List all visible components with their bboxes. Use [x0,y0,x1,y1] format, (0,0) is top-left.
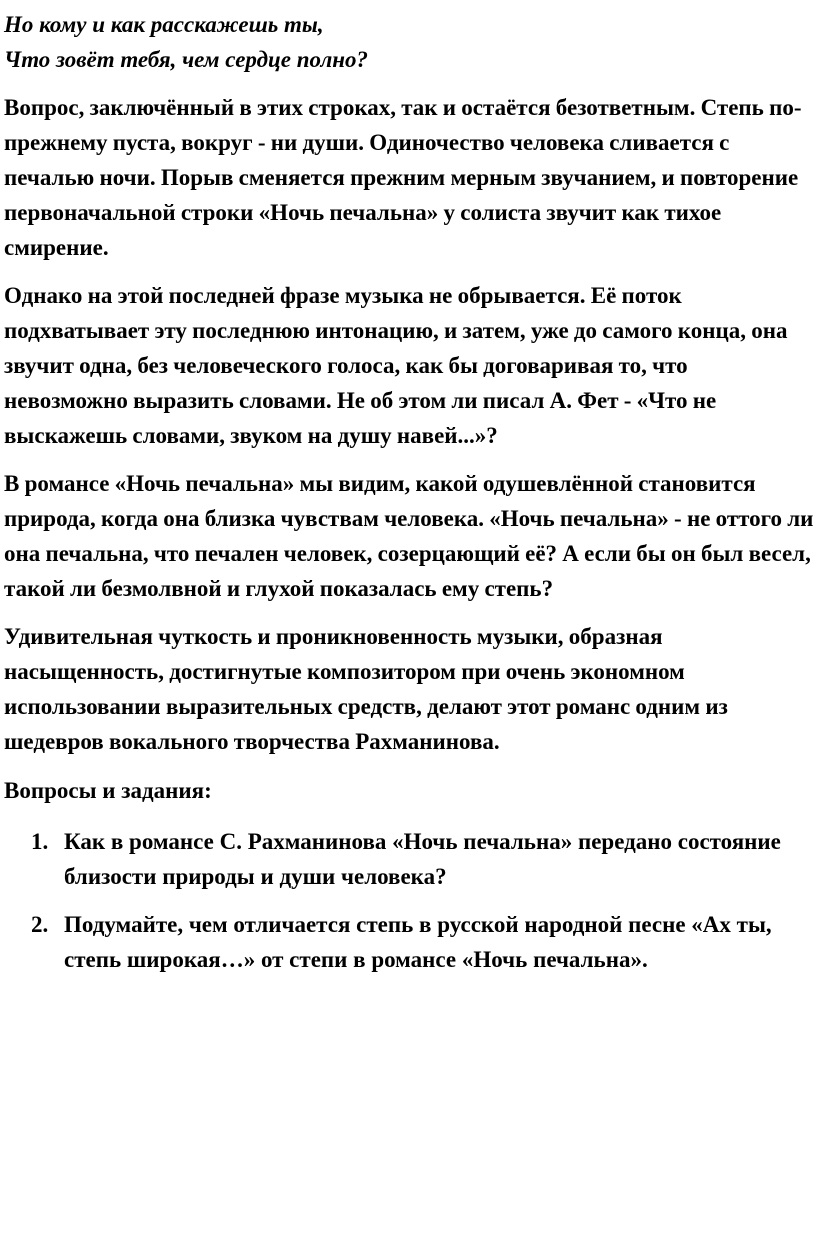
paragraph-2: Однако на этой последней фразе музыка не обрывается. Её поток подхватывает эту последнюю интонацию, и затем, уже до самого конца, она звучит одна, без человеческого голоса, как бы договаривая то, что невозможно выразить словами. Не об этом ли писал А. Фет - «Что не выскажешь словами, звуком на душу навей...»? [4,283,788,448]
verse-line-1: Но кому и как расскажешь ты, [4,12,324,37]
paragraph-3: В романсе «Ночь печальна» мы видим, какой одушевлённой становится природа, когда она близка чувствам человека. «Ночь печальна» - не оттого ли она печальна, что печален человек, созерцающий её? А если бы он был весел, такой ли безмолвной и глухой показалась ему степь? [4,471,814,601]
questions-heading: Вопросы и задания: [4,778,212,803]
paragraph-1: Вопрос, заключённый в этих строках, так и остаётся безответным. Степь по-прежнему пуста, вокруг - ни души. Одиночество человека сливается с печалью ночи. Порыв сменяется прежним мерным звучанием, и повторение первоначальной строки «Ночь печальна» у солиста звучит как тихое смирение. [4,95,802,260]
verse-quote [4,7,816,77]
list-item-text: Как в романсе С. Рахманинова «Ночь печальна» передано состояние близости природы и души человека? [64,829,781,889]
paragraph-4: Удивительная чуткость и проникновенность музыки, образная насыщенность, достигнутые композитором при очень экономном использовании выразительных средств, делают этот романс одним из шедевров вокального творчества Рахманинова. [4,624,728,754]
list-item-number: 2. [31,912,49,937]
list-item-number: 1. [31,829,49,854]
list-item [4,824,816,894]
list-item [4,907,816,977]
verse-line-2: Что зовёт тебя, чем сердце полно? [4,47,369,72]
questions-list [4,824,816,977]
list-item-text: Подумайте, чем отличается степь в русской народной песне «Ах ты, степь широкая…» от степи в романсе «Ночь печальна». [64,912,772,972]
